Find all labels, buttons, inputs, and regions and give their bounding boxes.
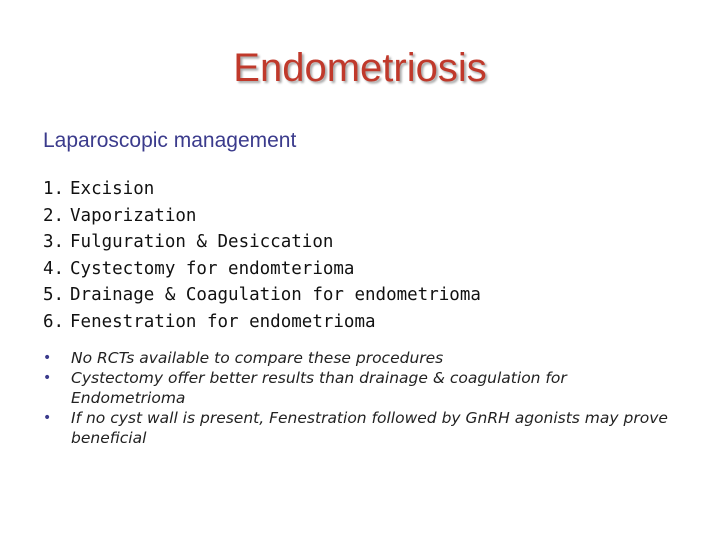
note-item: [43, 368, 683, 408]
bullet-icon: •: [43, 410, 52, 426]
procedure-text: Vaporization: [70, 205, 197, 226]
procedure-item: [43, 229, 481, 256]
slide-title: Endometriosis: [233, 46, 487, 90]
note-text: No RCTs available to compare these procedures: [71, 349, 444, 367]
procedure-number: 4.: [43, 258, 65, 279]
procedure-number: 3.: [43, 232, 65, 253]
procedure-item: [43, 203, 481, 230]
notes-list: [43, 348, 683, 448]
procedure-list: [43, 176, 481, 336]
procedure-text: Cystectomy for endomterioma: [70, 258, 355, 279]
procedure-item: [43, 309, 481, 336]
procedure-text: Excision: [70, 179, 155, 199]
bullet-icon: •: [43, 350, 52, 366]
slide-subtitle: Laparoscopic management: [43, 129, 297, 152]
procedure-text: Drainage & Coagulation for endometrioma: [70, 285, 481, 306]
note-text: If no cyst wall is present, Fenestration followed by GnRH agonists may prove beneficial: [71, 409, 668, 447]
procedure-number: 1.: [43, 179, 65, 199]
note-item: [43, 408, 683, 448]
procedure-item: [43, 282, 481, 309]
procedure-text: Fulguration & Desiccation: [70, 232, 334, 253]
bullet-icon: •: [43, 370, 52, 386]
note-text: Cystectomy offer better results than drainage & coagulation for Endometrioma: [71, 369, 567, 407]
note-item: [43, 348, 683, 368]
procedure-item: [43, 256, 481, 283]
procedure-item: [43, 176, 481, 203]
procedure-text: Fenestration for endometrioma: [70, 311, 376, 332]
procedure-number: 5.: [43, 285, 65, 306]
procedure-number: 6.: [43, 311, 65, 332]
procedure-number: 2.: [43, 205, 65, 226]
